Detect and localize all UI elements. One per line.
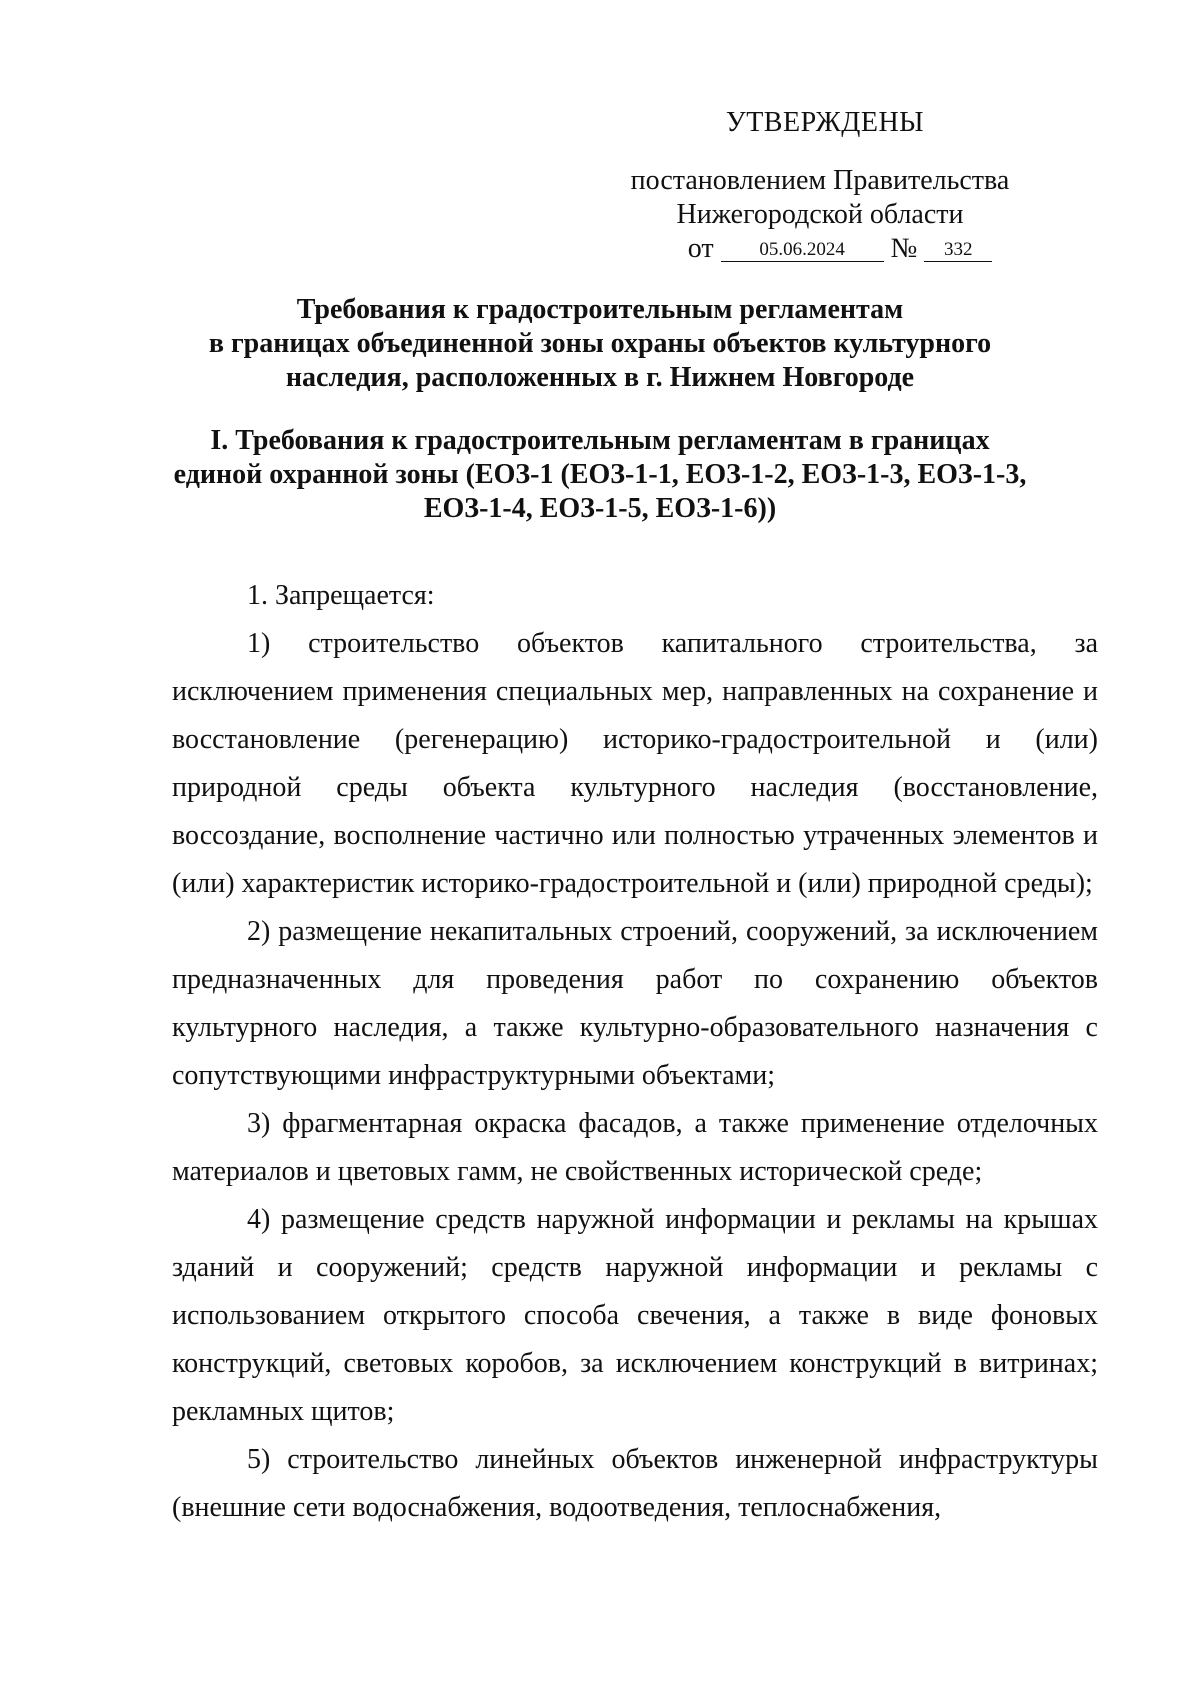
date-prefix: от bbox=[687, 233, 714, 264]
document-title-line: наследия, расположенных в г. Нижнем Новгороде bbox=[285, 362, 915, 393]
prohibition-item-4: 4) размещение средств наружной информации и рекламы на крышах зданий и сооружений; средств наружной информации и рекламы с использованием открытого способа свечения, а также в виде фоновых конструкций, световых коробов, за исключением конструкций в витринах; рекламных щитов; bbox=[172, 1204, 1098, 1427]
approval-title: УТВЕРЖДЕНЫ bbox=[725, 107, 925, 138]
number-sign: № bbox=[890, 233, 918, 264]
section-title-line: I. Требования к градостроительным регламентам в границах bbox=[210, 425, 990, 456]
approval-region-line: Нижегородской области bbox=[676, 199, 964, 230]
prohibition-item-5: 5) строительство линейных объектов инженерной инфраструктуры (внешние сети водоснабжения, водоотведения, теплоснабжения, bbox=[172, 1444, 1098, 1523]
prohibition-item-2: 2) размещение некапитальных строений, сооружений, за исключением предназначенных для проведения работ по сохранению объектов культурного наследия, а также культурно-образовательного назначения с сопутствующими инфраструктурными объектами; bbox=[172, 916, 1098, 1091]
decree-number: 332 bbox=[924, 239, 992, 262]
document-title-line: в границах объединенной зоны охраны объектов культурного bbox=[208, 328, 992, 359]
prohibition-item-1: 1) строительство объектов капитального строительства, за исключением применения специальных мер, направленных на сохранение и восстановление (регенерацию) историко-градостроительной и (или) природной среды объекта культурного наследия (восстановление, воссоздание, восполнение частично или полностью утраченных элементов и (или) характеристик историко-градостроительной и (или) природной среды); bbox=[172, 628, 1098, 899]
approval-date-number-line bbox=[610, 232, 1030, 266]
prohibition-item-3: 3) фрагментарная окраска фасадов, а также применение отделочных материалов и цветовых гамм, не свойственных исторической среде; bbox=[172, 1108, 1098, 1187]
section-title-line: единой охранной зоны (ЕОЗ-1 (ЕОЗ-1-1, ЕОЗ-1-2, ЕОЗ-1-3, ЕОЗ-1-3, bbox=[173, 459, 1027, 490]
decree-date: 05.06.2024 bbox=[721, 239, 884, 262]
body-text bbox=[172, 572, 1098, 1532]
section-title bbox=[160, 424, 1040, 526]
document-title-line: Требования к градостроительным регламентам bbox=[296, 294, 904, 325]
section-title-line: ЕОЗ-1-4, ЕОЗ-1-5, ЕОЗ-1-6)) bbox=[423, 493, 777, 524]
approval-decree-line: постановлением Правительства bbox=[630, 165, 1010, 196]
approval-block bbox=[610, 106, 1030, 266]
prohibitions-lead: 1. Запрещается: bbox=[247, 580, 435, 611]
document-title bbox=[160, 293, 1040, 395]
